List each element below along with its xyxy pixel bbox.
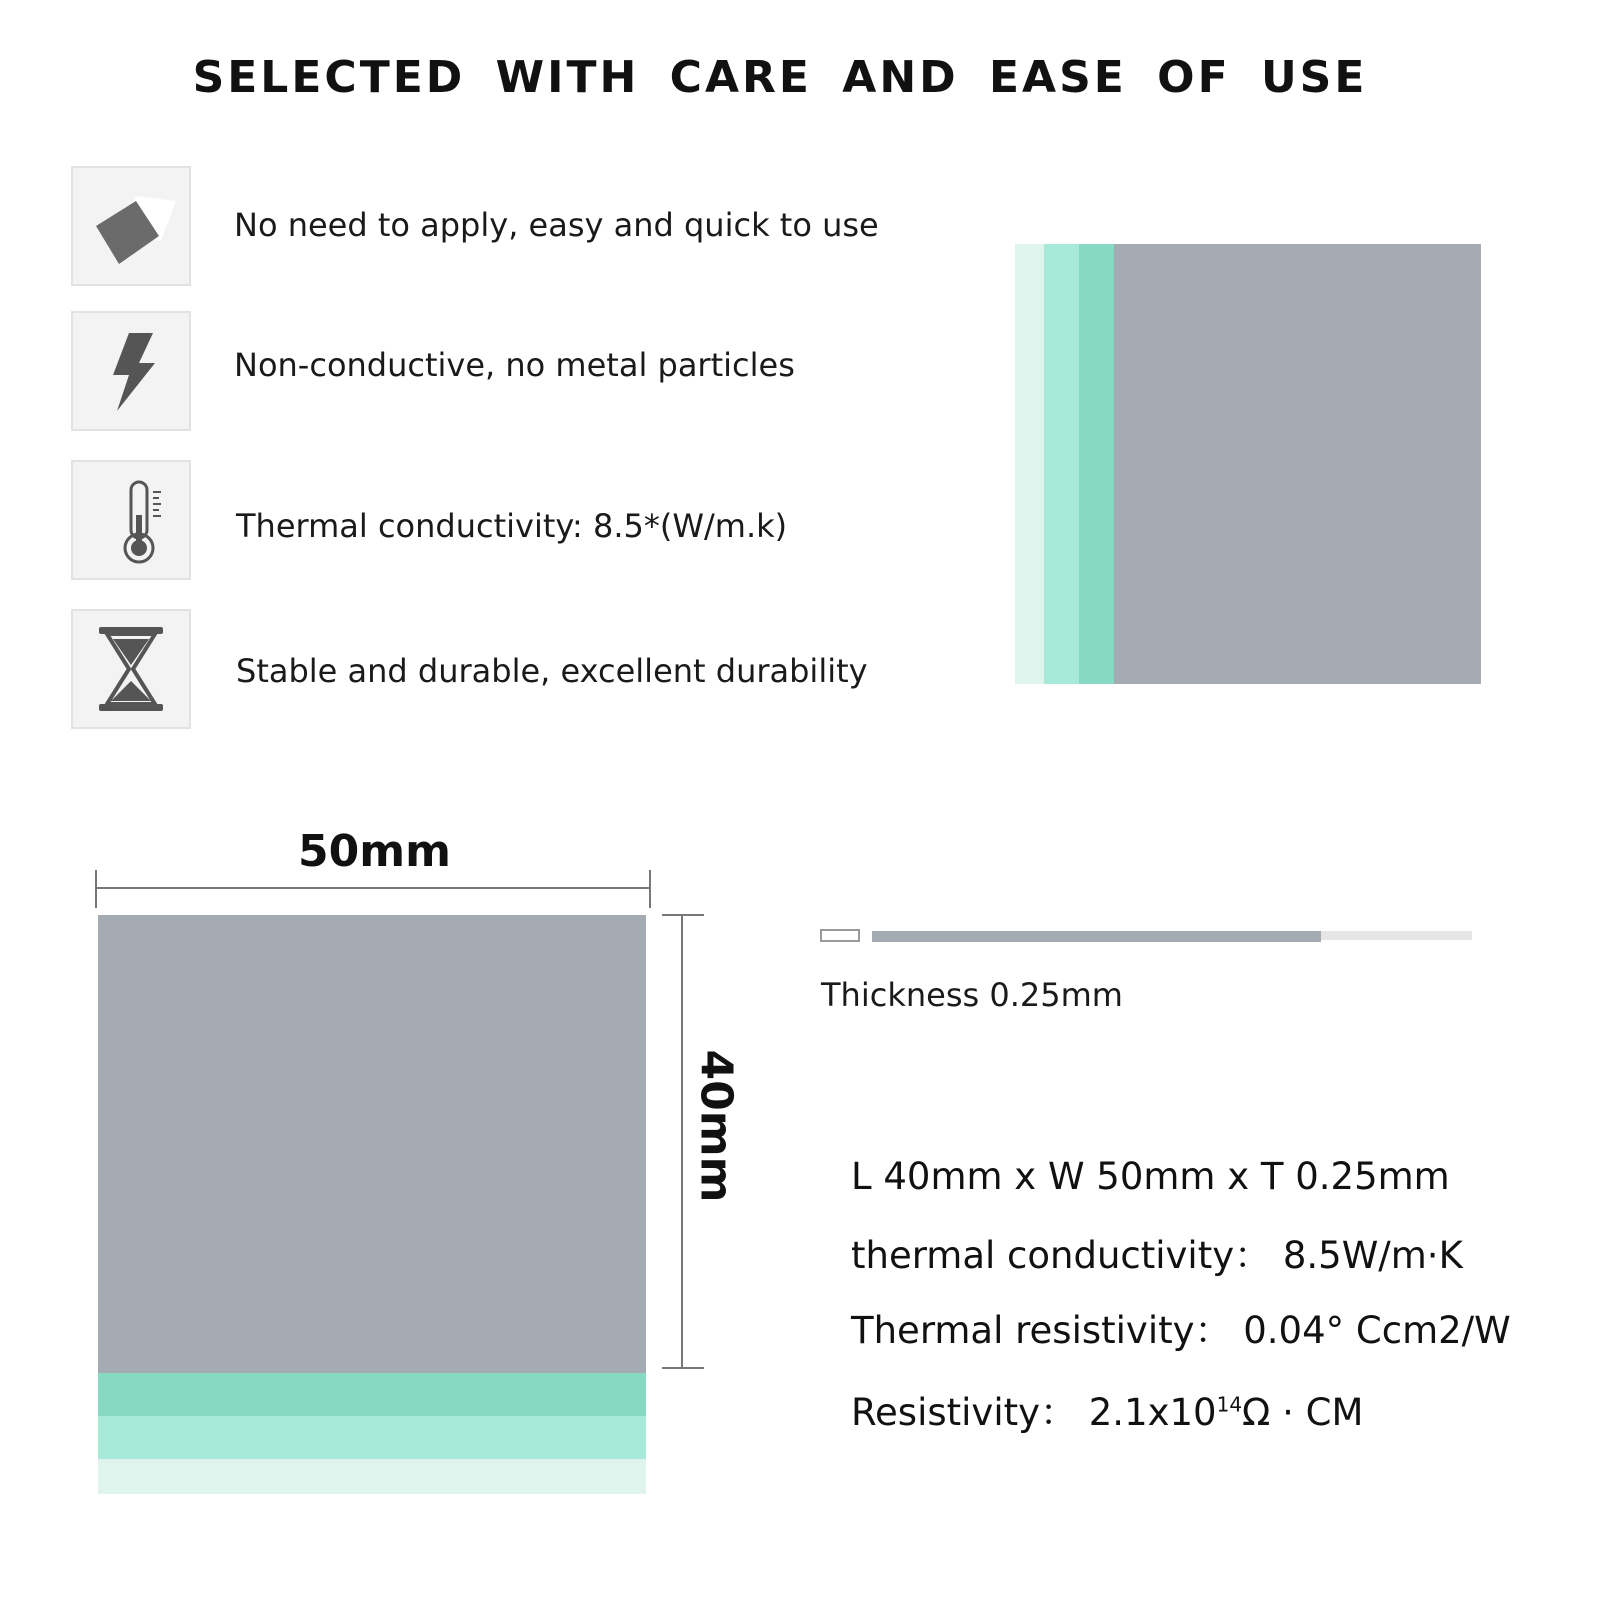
feature-text-1: No need to apply, easy and quick to use (234, 206, 879, 244)
pad-peel-icon (81, 176, 181, 276)
spec-resistivity-unit: Ω · CM (1242, 1391, 1364, 1434)
pad-layer-gray (1114, 244, 1481, 684)
pad-front-film-1 (98, 1373, 646, 1416)
spec-resistivity-prefix: Resistivity： 2.1x10 (851, 1391, 1217, 1434)
thickness-label: Thickness 0.25mm (821, 976, 1123, 1014)
pad-front-film-2 (98, 1416, 646, 1459)
hourglass-icon (81, 619, 181, 719)
feature-text-4: Stable and durable, excellent durability (236, 652, 868, 690)
pad-layer-film-1 (1079, 244, 1115, 684)
pad-front-gray (98, 915, 646, 1373)
thermometer-icon (81, 470, 181, 570)
thickness-film-edge (820, 929, 860, 942)
spec-thermal-resistivity: Thermal resistivity： 0.04° Ccm2/W (851, 1309, 1511, 1352)
width-dimension-line (90, 868, 660, 912)
feature-text-3: Thermal conductivity: 8.5*(W/m.k) (236, 507, 788, 545)
pad-layer-film-3 (1015, 244, 1045, 684)
lightning-icon-box (71, 311, 191, 431)
spec-resistivity (851, 1382, 1363, 1436)
pad-front-film-3 (98, 1459, 646, 1494)
thermometer-icon-box (71, 460, 191, 580)
spec-conductivity: thermal conductivity： 8.5W/m·K (851, 1234, 1463, 1277)
lightning-icon (81, 321, 181, 421)
spec-size: L 40mm x W 50mm x T 0.25mm (851, 1155, 1450, 1198)
feature-text-2: Non-conductive, no metal particles (234, 346, 795, 384)
page-title: SELECTED WITH CARE AND EASE OF USE (192, 52, 1368, 103)
height-label: 40mm (690, 1049, 742, 1203)
pad-peel-icon-box (71, 166, 191, 286)
thickness-pad-bar (872, 931, 1321, 942)
pad-layer-film-2 (1044, 244, 1080, 684)
width-label: 50mm (298, 826, 451, 877)
spec-resistivity-exponent: 14 (1216, 1392, 1243, 1417)
hourglass-icon-box (71, 609, 191, 729)
